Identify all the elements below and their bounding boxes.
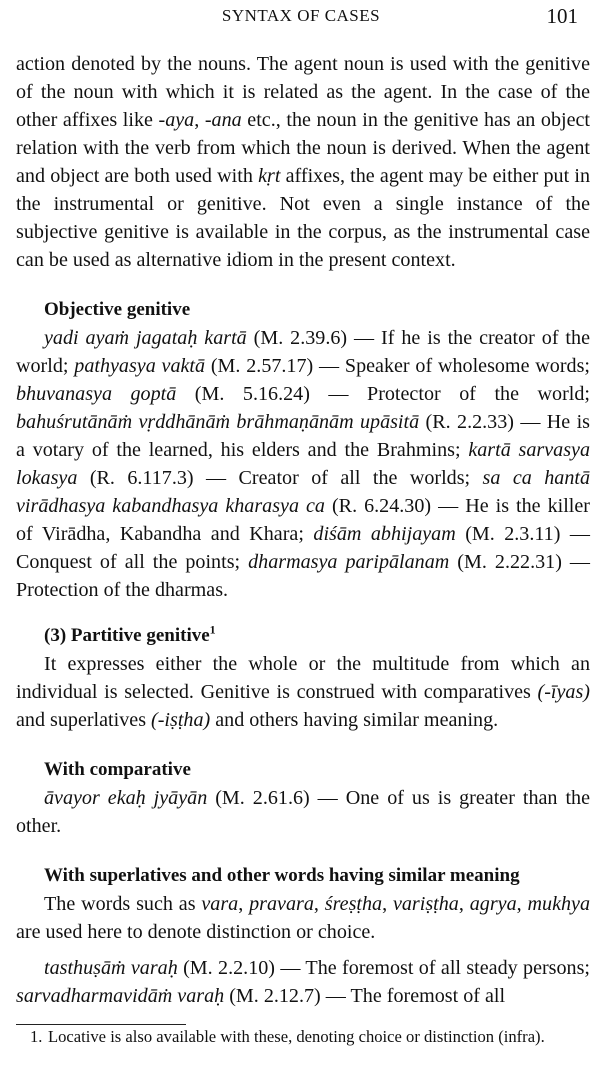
heading-text: (3) Partitive genitive [44,625,210,646]
superlative-examples [16,954,590,1010]
page-number: 101 [546,4,578,28]
translation: (M. 2.22.31) — Protection of the dharmas. [16,551,591,601]
text-run: affixes, the agent may be either put in the instrumental or genitive. Not even a single instance of the subjective genitive is available in the corpus, as the instrumental case can be used as alternative idiom in the present context. [16,165,591,271]
separator: , [458,893,470,915]
partitive-genitive-heading [16,622,590,650]
footnote-reference: 1 [209,622,216,637]
translation: (R. 6.24.30) — He is the killer of Virādha, Kabandha and Khara; [16,495,590,545]
running-title: SYNTAX OF CASES [221,6,381,25]
sanskrit-word: agrya [469,893,517,915]
translation: (M. 2.57.17) — Speaker of wholesome words; [205,355,590,377]
translation: (R. 6.117.3) — Creator of all the worlds; [77,467,483,489]
running-head [16,6,586,34]
objective-genitive-heading: Objective genitive [44,299,191,320]
translation: (M. 2.3.11) — Conquest of all the points; [16,523,590,573]
text-run: and others having similar meaning. [210,709,499,731]
sanskrit-example: dharmasya paripālanam [248,551,450,573]
sanskrit-example: kartā sarvasya lokasya [16,439,590,489]
sanskrit-example: pathyasya vaktā [74,355,206,377]
sanskrit-word: vara [201,893,239,915]
footnote [30,1026,590,1047]
translation: (M. 2.39.6) — If he is the creator of the world; [16,327,590,377]
text-run: and superlatives [16,709,152,731]
affix-term: kṛt [258,165,281,187]
text-run: action denoted by the nouns. The agent noun is used with the genitive of the noun with which it is related as the agent. In the case of the other affixes like [16,53,590,131]
text-run: are used here to denote distinction or choice. [16,921,376,943]
text-run: The words such as [44,893,202,915]
separator: , [516,893,528,915]
translation: (M. 2.2.10) — The foremost of all steady persons; [177,957,591,979]
objective-genitive-examples [16,324,590,604]
translation: (M. 2.61.6) — One of us is greater than the other. [16,787,590,837]
footnote-divider [16,1024,186,1025]
sanskrit-example: sarvadharmavidāṁ varaḥ [16,985,225,1007]
translation: (M. 2.12.7) — The foremost of all [224,985,506,1007]
suffix-term: (-iṣṭha) [151,709,211,731]
comparative-heading: With comparative [44,759,191,780]
sanskrit-example: sa ca hantā virādhasya kabandhasya kharasya ca [16,467,590,517]
sanskrit-word: variṣṭha [392,893,459,915]
comparative-example [16,784,590,840]
sanskrit-word: pravara [249,893,314,915]
sanskrit-word: mukhya [527,893,591,915]
superlative-heading: With superlatives and other words having similar meaning [44,865,520,886]
body-text [16,50,590,1010]
text-run: etc., the noun in the genitive has an object relation with the verb from which the noun is derived. When the agent and object are both used with [16,109,591,187]
footnote-text: Locative is also available with these, denoting choice or distinction (infra). [48,1027,545,1046]
translation: (R. 2.2.33) — He is a votary of the learned, his elders and the Brahmins; [16,411,590,461]
translation: (M. 5.16.24) — Protector of the world; [176,383,590,405]
affix-term: -aya [158,109,195,131]
separator: , [238,893,250,915]
sanskrit-example: āvayor ekaḥ jyāyān [44,787,208,809]
separator: , [313,893,325,915]
affix-term: -ana [204,109,242,131]
text-run: It expresses either the whole or the multitude from which an individual is selected. Genitive is construed with comparatives [16,653,590,703]
superlative-paragraph [16,890,590,946]
sanskrit-word: śreṣṭha [324,893,383,915]
text-run: , [194,109,205,131]
sanskrit-example: diśām abhijayam [313,523,456,545]
sanskrit-example: bhuvanasya goptā [16,383,177,405]
sanskrit-example: tasthuṣāṁ varaḥ [44,957,178,979]
intro-paragraph [16,50,590,274]
suffix-term: (-īyas) [537,681,590,703]
footnote-number: 1. [30,1027,43,1046]
partitive-genitive-paragraph [16,650,590,734]
sanskrit-example: yadi ayaṁ jagataḥ kartā [44,327,247,349]
separator: , [382,893,393,915]
sanskrit-example: bahuśrutānāṁ vṛddhānāṁ brāhmaṇānām upāsitā [16,411,420,433]
